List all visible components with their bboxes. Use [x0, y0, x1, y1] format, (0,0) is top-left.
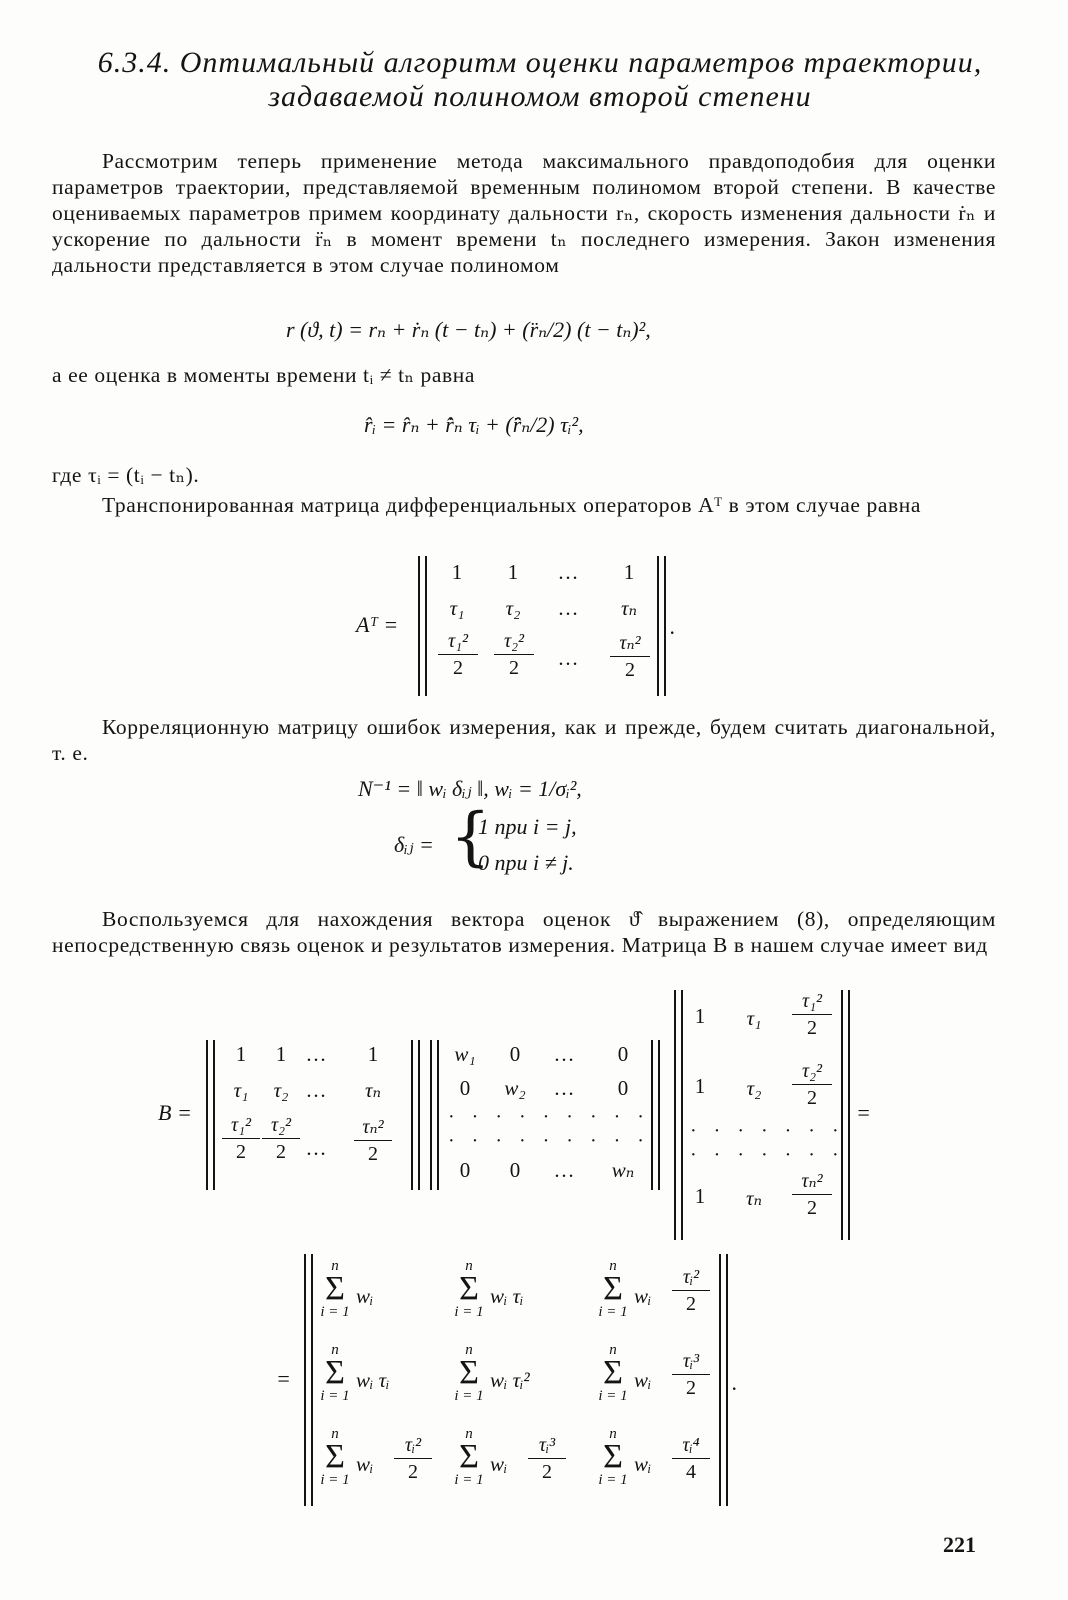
sum-term: wᵢ	[634, 1452, 652, 1476]
sum-term: wᵢ	[634, 1284, 652, 1308]
matrix-cell: τₙ	[620, 596, 638, 620]
sum-term: wᵢ	[634, 1368, 652, 1392]
matrix-at-lhs: Aᵀ =	[356, 612, 399, 637]
matrix-cell: 1	[623, 560, 635, 584]
matrix-b-factor-2: w₁ 0 … 0 0 w₂ … 0 · · · · · · · · · · · · · · · · · · 0 0 … wₙ	[430, 1040, 660, 1190]
matrix-fraction: $\frac{\text{τₙ²}}{2}$	[792, 1168, 832, 1220]
summation-sign: n Σ i = 1	[320, 1258, 350, 1320]
matrix-at-period: .	[670, 614, 676, 639]
summation-sign: n Σ i = 1	[320, 1426, 350, 1488]
dot-row: · · · · · · · · ·	[448, 1106, 650, 1128]
dot-row: · · · · · · ·	[690, 1144, 845, 1166]
matrix-cell: τ₁	[449, 596, 465, 620]
matrix-fraction: $\frac{\text{τ₁²}}{2}$	[438, 630, 478, 680]
matrix-fraction: $\frac{\text{τ₁²}}{2}$	[792, 990, 832, 1040]
equation-range-estimate: r̂ᵢ = r̂ₙ + r̂̇ₙ τᵢ + (r̂̈ₙ/2) τᵢ²,	[364, 412, 584, 437]
summation-sign: n Σ i = 1	[454, 1258, 484, 1320]
matrix-left-bar	[418, 556, 427, 696]
matrix-fraction: $\frac{\text{τₙ²}}{2}$	[354, 1114, 392, 1166]
matrix-b-lhs: B =	[158, 1100, 192, 1125]
sum-fraction: $\frac{\text{τᵢ⁴}}{4}$	[672, 1434, 710, 1484]
heading-line-1: 6.3.4. Оптимальный алгоритм оценки параметров траектории,	[97, 46, 983, 79]
sum-term: wᵢ τᵢ	[490, 1284, 524, 1308]
matrix-fraction: $\frac{\text{τ₂²}}{2}$	[792, 1060, 832, 1110]
paragraph-3: где τᵢ = (tᵢ − tₙ).	[52, 463, 200, 487]
paragraph-6: Воспользуемся для нахождения вектора оценок ϑ̂ выражением (8), определяющим непосредственную связь оценок и результатов измерения. Матрица B в нашем случае имеет вид	[52, 907, 996, 957]
matrix-fraction: $\frac{\text{τₙ²}}{2}$	[610, 630, 650, 682]
summation-sign: n Σ i = 1	[454, 1426, 484, 1488]
dot-row: · · · · · · · · ·	[448, 1130, 650, 1152]
summation-sign: n Σ i = 1	[598, 1258, 628, 1320]
summation-sign: n Σ i = 1	[454, 1342, 484, 1404]
matrix-cell: …	[557, 646, 579, 670]
sum-fraction: $\frac{\text{τᵢ²}}{2}$	[394, 1434, 432, 1484]
matrix-at	[418, 556, 666, 696]
matrix-cell: …	[557, 596, 579, 620]
sum-term: wᵢ τᵢ²	[490, 1368, 530, 1392]
matrix-fraction: $\frac{\text{τ₂²}}{2}$	[262, 1114, 300, 1164]
matrix-cell: 1	[451, 560, 463, 584]
sum-matrix-lhs: =	[276, 1366, 291, 1391]
sum-term: wᵢ	[490, 1452, 508, 1476]
paragraph-4: Транспонированная матрица дифференциальных операторов Aᵀ в этом случае равна	[102, 493, 922, 517]
heading-line-2: задаваемой полиномом второй степени	[268, 80, 812, 113]
sum-fraction: $\frac{\text{τᵢ³}}{2}$	[672, 1350, 710, 1400]
delta-case-2: 0 при i ≠ j.	[478, 850, 574, 875]
matrix-fraction: $\frac{\text{τ₂²}}{2}$	[494, 630, 534, 680]
sum-fraction: $\frac{\text{τᵢ²}}{2}$	[672, 1266, 710, 1316]
sum-term: wᵢ	[356, 1452, 374, 1476]
dot-row: · · · · · · ·	[690, 1120, 845, 1142]
matrix-cell: 1	[507, 560, 519, 584]
matrix-cell: τ₂	[505, 596, 521, 620]
sum-term: wᵢ τᵢ	[356, 1368, 390, 1392]
kronecker-delta-lhs: δᵢⱼ =	[394, 832, 434, 857]
paragraph-1: Рассмотрим теперь применение метода максимального правдоподобия для оценки параметров траектории, представляемой временным полиномом второй степени. В качестве оцениваемых параметров примем координату дальности rₙ, скорость изменения дальности ṙₙ и ускорение по дальности r̈ₙ в момент времени tₙ последнего измерения. Закон изменения дальности представляется в этом случае полиномом	[52, 149, 996, 277]
summation-sign: n Σ i = 1	[320, 1342, 350, 1404]
sum-matrix-period: .	[732, 1370, 738, 1395]
summation-sign: n Σ i = 1	[598, 1342, 628, 1404]
left-brace: {	[450, 800, 491, 874]
matrix-b-equals: =	[856, 1100, 871, 1125]
matrix-b-factor-3: 1 τ₁ $\frac{\text{τ₁²}}{2}$ 1 τ₂ $\frac{\text{τ₂²}}{2}$ · · · · · · · · · · · · · · 1 τₙ $\frac{\text{τₙ²}}{2}$	[674, 990, 850, 1240]
matrix-right-bar	[657, 556, 666, 696]
section-heading	[40, 46, 1040, 114]
paragraph-5: Корреляционную матрицу ошибок измерения, как и прежде, будем считать диагональной, т. е.	[52, 715, 996, 765]
equation-inverse-correlation: N⁻¹ = ‖ wᵢ δᵢⱼ ‖, wᵢ = 1/σᵢ²,	[358, 776, 582, 801]
matrix-fraction: $\frac{\text{τ₁²}}{2}$	[222, 1114, 260, 1164]
sum-fraction: $\frac{\text{τᵢ³}}{2}$	[528, 1434, 566, 1484]
page-number: 221	[943, 1532, 976, 1557]
sum-term: wᵢ	[356, 1284, 374, 1308]
summation-sign: n Σ i = 1	[598, 1426, 628, 1488]
paragraph-2: а ее оценка в моменты времени tᵢ ≠ tₙ равна	[52, 363, 476, 387]
equation-range-law: r (ϑ, t) = rₙ + ṙₙ (t − tₙ) + (r̈ₙ/2) (t − tₙ)²,	[286, 317, 651, 342]
delta-case-1: 1 при i = j,	[478, 814, 577, 839]
matrix-b-factor-1: 1 1 … 1 τ₁ τ₂ … τₙ $\frac{\text{τ₁²}}{2}$ $\frac{\text{τ₂²}}{2}$ … $\frac{\text{τₙ²}}{2}$	[206, 1040, 420, 1190]
matrix-cell: …	[557, 560, 579, 584]
